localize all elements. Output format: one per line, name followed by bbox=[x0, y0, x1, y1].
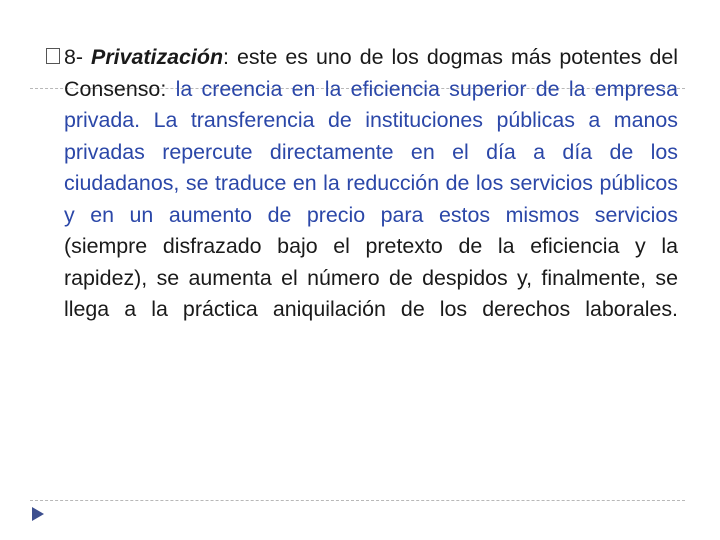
intro-text: : este es uno de los dogmas más potentes del Consenso: bbox=[64, 45, 678, 101]
navigation-triangle-icon[interactable] bbox=[31, 506, 45, 522]
square-bullet-icon bbox=[46, 48, 60, 64]
body-paragraph bbox=[64, 42, 678, 326]
term-heading: Privatización bbox=[91, 45, 224, 69]
item-number: 8- bbox=[64, 45, 84, 69]
highlighted-text: la creencia en la eficiencia superior de la empresa privada. La transferencia de instituciones públicas a manos privadas repercute directamente en el día a día de los ciudadanos, se traduce en la reducción de los servicios públicos y en un aumento de precio para estos mismos servicios bbox=[64, 76, 678, 227]
bottom-divider bbox=[30, 500, 685, 501]
closing-text: (siempre disfrazado bajo el pretexto de la eficiencia y la rapidez), se aumenta el número de despidos y, finalmente, se llega a la práctica aniquilación de los derechos laborales. bbox=[64, 234, 678, 321]
